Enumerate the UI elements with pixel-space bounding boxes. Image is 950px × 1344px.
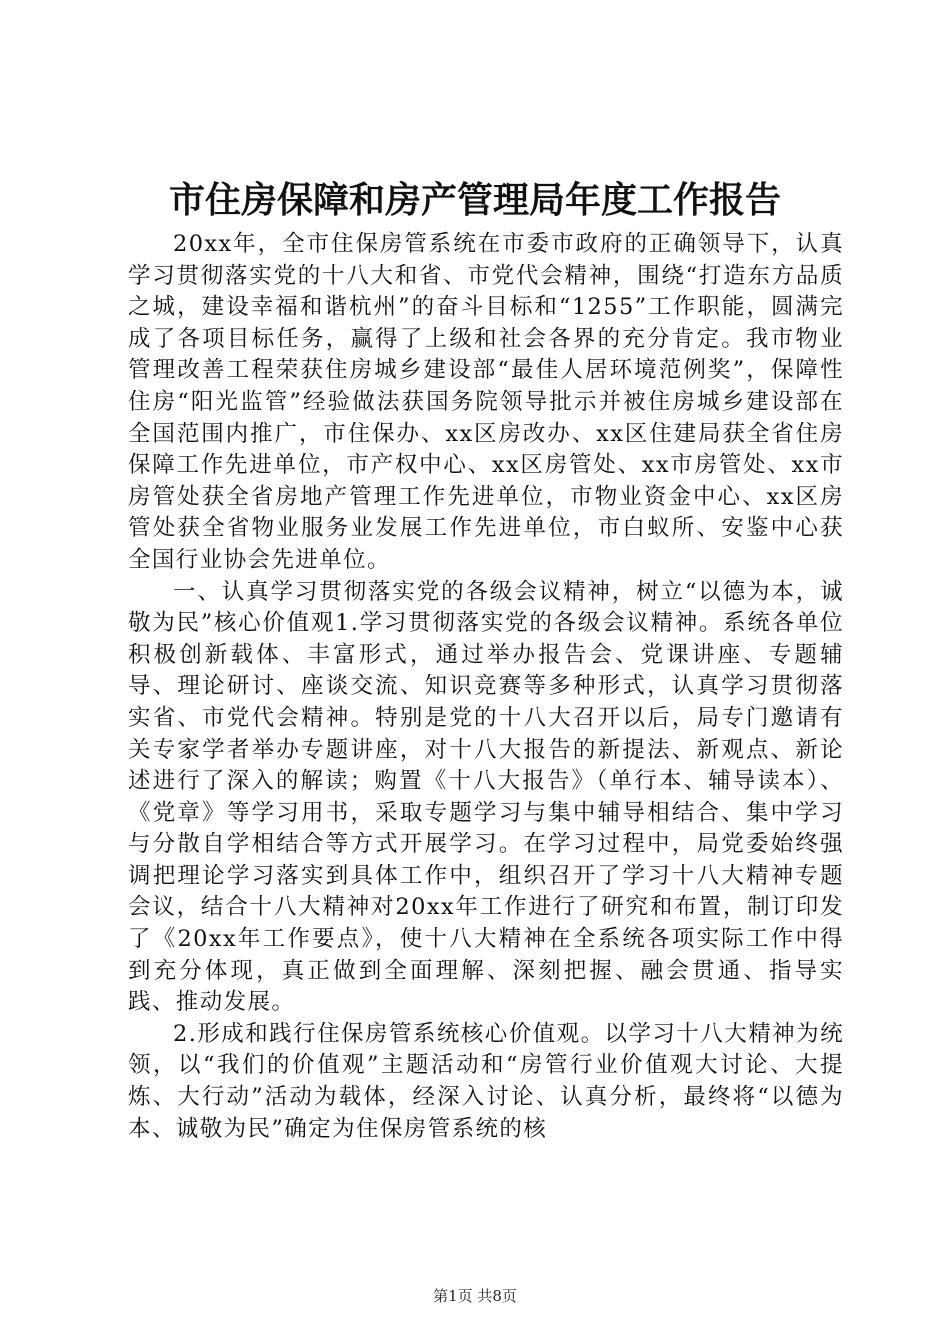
paragraph-section-one: 一、认真学习贯彻落实党的各级会议精神，树立“以德为本，诚敬为民”核心价值观1.学习贯彻落实党的各级会议精神。系统各单位积极创新载体、丰富形式，通过举办报告会、党课讲座、专题辅导、理论研讨、座谈交流、知识竞赛等多种形式，认真学习贯彻落实省、市党代会精神。特别是党的十八大召开以后，局专门邀请有关专家学者举办专题讲座，对十八大报告的新提法、新观点、新论述进行了深入的解读；购置《十八大报告》（单行本、辅导读本）、《党章》等学习用书，采取专题学习与集中辅导相结合、集中学习与分散自学相结合等方式开展学习。在学习过程中，局党委始终强调把理论学习落实到具体工作中，组织召开了学习十八大精神专题会议，结合十八大精神对20xx年工作进行了研究和布置，制订印发了《20xx年工作要点》，使十八大精神在全系统各项实际工作中得到充分体现，真正做到全面理解、深刻把握、融会贯通、指导实践、推动发展。 <box>128 578 844 1016</box>
paragraph-intro: 20xx年，全市住保房管系统在市委市政府的正确领导下，认真学习贯彻落实党的十八大和省、市党代会精神，围绕“打造东方品质之城，建设幸福和谐杭州”的奋斗目标和“1255”工作职能，圆满完成了各项目标任务，赢得了上级和社会各界的充分肯定。我市物业管理改善工程荣获住房城乡建设部“最佳人居环境范例奖”，保障性住房“阳光监管”经验做法获国务院领导批示并被住房城乡建设部在全国范围内推广，市住保办、xx区房改办、xx区住建局获全省住房保障工作先进单位，市产权中心、xx区房管处、xx市房管处、xx市房管处获全省房地产管理工作先进单位，市物业资金中心、xx区房管处获全省物业服务业发展工作先进单位，市白蚁所、安鉴中心获全国行业协会先进单位。 <box>128 231 844 573</box>
paragraph-core-values: 2.形成和践行住保房管系统核心价值观。以学习十八大精神为统领，以“我们的价值观”主题活动和“房管行业价值观大讨论、大提炼、大行动”活动为载体，经深入讨论、认真分析，最终将“以德为本、诚敬为民”确定为住保房管系统的核 <box>128 1020 844 1142</box>
page-number-footer: 第1页 共8页 <box>433 1287 517 1305</box>
document-title: 市住房保障和房产管理局年度工作报告 <box>168 179 781 221</box>
document-body <box>128 229 844 1145</box>
